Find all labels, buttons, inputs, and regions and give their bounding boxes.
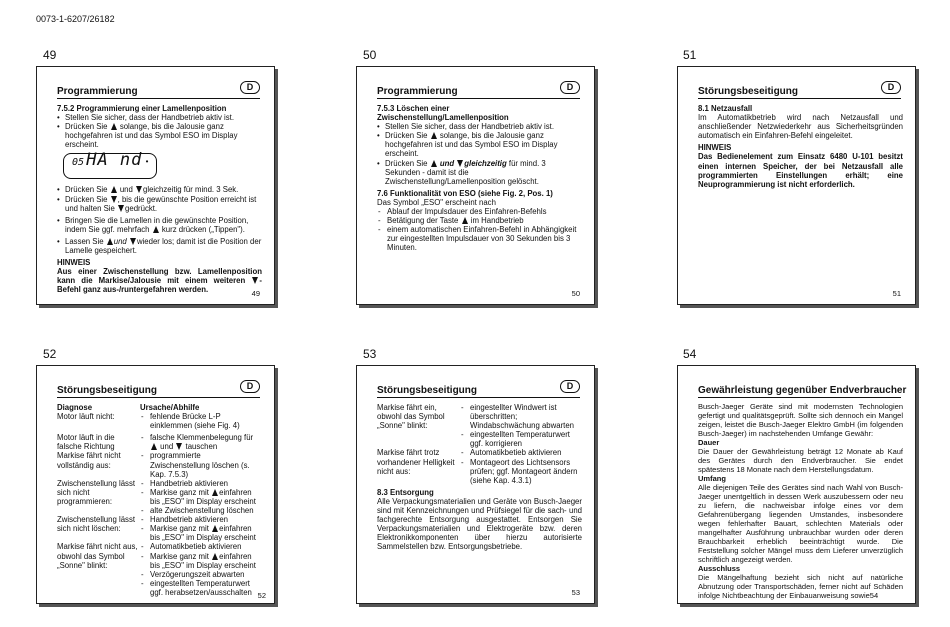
- arrow-up-icon: [462, 217, 468, 224]
- page-number-54: 54: [683, 347, 697, 361]
- arrow-up-icon: [431, 132, 437, 139]
- note-heading: HINWEIS: [57, 258, 91, 268]
- page-title: Störungsbeseitigung: [377, 385, 477, 396]
- language-badge: D: [560, 81, 580, 94]
- table-row: [57, 433, 262, 451]
- list-item: - einem automatischen Einfahren-Befehl in Abhängigkeit zur eingestellten Impulsdauer von 30 Sekunden bis 3 Minuten.: [377, 225, 582, 252]
- list-item: • Stellen Sie sicher, dass der Handbetrieb aktiv ist.: [57, 113, 262, 122]
- list-item: - Markise ganz mit einfahren bis „ESO" im Display erscheint: [140, 524, 262, 542]
- arrow-down-icon: [176, 443, 182, 450]
- page-body: [377, 403, 582, 552]
- page-number-49: 49: [43, 48, 57, 62]
- arrow-up-icon: [153, 226, 159, 233]
- page-footer-number: 49: [251, 289, 260, 298]
- diagnosis-cell: Zwischenstellung lässt sich nicht programmieren:: [57, 478, 136, 506]
- list-item: • Drücken Sie solange, bis die Jalousie ganz hochgefahren ist und das Symbol ESO im Display erscheint.: [377, 131, 582, 158]
- diagnosis-cell: Zwischenstellung lässt sich nicht löschen:: [57, 515, 136, 534]
- page-number-51: 51: [683, 48, 697, 62]
- paragraph: Alle diejenigen Teile des Gerätes sind nach Wahl von Busch-Jaeger unentgeltlich in dessen Werk auszubessern oder neu zu liefern, die nachweisbar infolge eines vor dem Gefahrenübergang liegenden Umstandes, insbesondere wegen fehlerhafter Bauart, schlechten Materials oder mangelhafter Ausführung unbrauchbar wurden oder deren Brauchbarkeit erheblich beeinträchtigt wurde. Die Feststellung solcher Mängel muss dem Lieferer unverzüglich schriftlich angezeigt werden.: [698, 483, 903, 564]
- list-item: - Automatikbetieb aktivieren: [140, 542, 262, 551]
- page-footer-number: 50: [571, 289, 580, 298]
- document-id: 0073-1-6207/26182: [36, 14, 115, 24]
- table-row: [57, 479, 262, 515]
- page-number-50: 50: [363, 48, 377, 62]
- list-item: - eingestellten Temperaturwert ggf. korrigieren: [460, 430, 582, 448]
- arrow-up-icon: [431, 160, 437, 167]
- list-item: - fehlende Brücke L-P einklemmen (siehe Fig. 4): [140, 412, 262, 430]
- subheading: Ausschluss: [698, 564, 741, 573]
- list-item: - Montageort des Lichtsensors prüfen; ggf. Montageort ändern (siehe Kap. 4.3.1): [460, 458, 582, 485]
- list-item: - programmierte Zwischenstellung löschen (s. Kap. 7.5.3): [140, 451, 262, 478]
- page-body: [57, 104, 262, 295]
- arrow-down-icon: [118, 205, 124, 212]
- page-footer-number: 53: [571, 588, 580, 597]
- table-row: [57, 515, 262, 542]
- page-number-53: 53: [363, 347, 377, 361]
- table-row: [377, 403, 582, 448]
- page-header: [698, 84, 901, 99]
- list-item: - falsche Klemmenbelegung für und tauschen: [140, 433, 262, 451]
- arrow-up-icon: [151, 443, 157, 450]
- list-item: - Markise ganz mit einfahren bis „ESO" im Display erscheint: [140, 488, 262, 506]
- arrow-up-icon: [111, 123, 117, 130]
- list-item: • Drücken Sie und gleichzeitig für mind. 3 Sek.: [57, 185, 262, 194]
- table-row: [57, 451, 262, 478]
- arrow-up-icon: [212, 553, 218, 560]
- paragraph: Busch-Jaeger Geräte sind mit modernsten Technologien gefertigt und qualitätsgeprüft. Sollte sich dennoch ein Mangel zeigen, leistet die Busch-Jaeger Elektro GmbH (im folgenden Busch-Jaeger) im nachstehenden Umfange Gewähr:: [698, 402, 903, 438]
- arrow-down-icon: [252, 277, 258, 284]
- list-item: - Automatikbetieb aktivieren: [460, 448, 582, 457]
- display-eso-symbol: 05: [72, 157, 85, 169]
- page-body: [698, 104, 903, 189]
- page-footer-number: 51: [892, 289, 901, 298]
- note-heading: HINWEIS: [698, 143, 732, 153]
- page-title: Programmierung: [377, 86, 458, 97]
- list-item: - Betätigung der Taste im Handbetrieb: [377, 216, 582, 225]
- list-item: - Handbetrieb aktivieren: [140, 515, 262, 524]
- arrow-up-icon: [212, 489, 218, 496]
- page-header: [57, 383, 260, 398]
- page-panel-50: [356, 66, 595, 305]
- column-header-abhilfe: Ursache/Abhilfe: [140, 403, 200, 412]
- paragraph: Im Automatikbetrieb wird nach Netzausfall und anschließender Netzwiederkehr aus Sicherheitsgründen automatisch ein Einfahren-Befehl eingeleitet.: [698, 113, 903, 141]
- column-header-diagnose: Diagnose: [57, 403, 93, 412]
- page-body: [698, 402, 903, 600]
- table-row: [57, 412, 262, 430]
- page-header: [377, 383, 580, 398]
- page-footer-number: 54: [869, 591, 879, 600]
- page-header: [57, 84, 260, 99]
- list-item: - Ablauf der Impulsdauer des Einfahren-Befehls: [377, 207, 582, 216]
- list-item: - eingestellten Temperaturwert ggf. herabsetzen/ausschalten: [140, 579, 262, 597]
- page-panel-52: [36, 365, 275, 604]
- list-item: • Drücken Sie und gleichzeitig für mind. 3 Sekunden - damit ist die Zwischenstellung/Lamellenposition gelöscht.: [377, 159, 582, 186]
- paragraph: Alle Verpackungsmaterialien und Geräte von Busch-Jaeger sind mit Kennzeichnungen und Prüfsiegel für die sach- und fachgerechte Entsorgung ausgestattet. Entsorgen Sie Verpackungsmaterialien und Elektrogeräte bzw. deren Elektronikkomponenten über hierzu autorisierte Sammelstellen bzw. Entsorgungsbetriebe.: [377, 496, 582, 552]
- section-heading: 7.6 Funktionalität von ESO (siehe Fig. 2, Pos. 1): [377, 188, 553, 198]
- paragraph: Das Symbol „ESO" erscheint nach: [377, 197, 496, 207]
- table-header: [57, 403, 262, 412]
- arrow-down-icon: [136, 186, 142, 193]
- page-title: Störungsbeseitigung: [57, 385, 157, 396]
- table-row: [377, 448, 582, 484]
- page-title: Störungsbeseitigung: [698, 86, 798, 97]
- list-item: • Lassen Sie und wieder los; damit ist die Position der Lamelle gespeichert.: [57, 237, 262, 255]
- page-title: Programmierung: [57, 86, 138, 97]
- diagnosis-cell: Motor läuft in die falsche Richtung: [57, 433, 115, 452]
- display-illustration: [63, 150, 157, 179]
- diagnosis-cell: Markise fährt trotz vorhandener Helligkeit nicht aus:: [377, 448, 455, 476]
- list-item: - Verzögerungszeit abwarten: [140, 570, 262, 579]
- arrow-down-icon: [457, 160, 463, 167]
- list-item: - Markise ganz mit einfahren bis „ESO" im Display erscheint: [140, 552, 262, 570]
- list-item: • Drücken Sie solange, bis die Jalousie ganz hochgefahren ist und das Symbol ESO im Display erscheint.: [57, 122, 262, 149]
- arrow-up-icon: [107, 238, 113, 245]
- page-number-52: 52: [43, 347, 57, 361]
- subheading: Umfang: [698, 474, 726, 483]
- page-header: [377, 84, 580, 99]
- paragraph: Die Mängelhaftung bezieht sich nicht auf natürliche Abnutzung oder Transportschäden, ferner nicht auf Schäden infolge Nichtbeachtung der Einbauanweisung sowie54: [698, 573, 903, 600]
- arrow-up-icon: [111, 186, 117, 193]
- page-panel-54: [677, 365, 916, 604]
- list-item: - alte Zwischenstellung löschen: [140, 506, 262, 515]
- section-heading: 7.5.3 Löschen einer Zwischenstellung/Lamellenposition: [377, 104, 509, 123]
- note-text: Das Bedienelement zum Einsatz 6480 U-101 besitzt einen internen Speicher, der bei Netzausfall alle programmierten Einstellungen erhält; eine Neuprogrammierung ist nicht erforderlich.: [698, 152, 903, 189]
- diagnosis-cell: Markise fährt ein, obwohl das Symbol „Sonne" blinkt:: [377, 403, 445, 431]
- page-panel-51: [677, 66, 916, 305]
- section-heading: 8.1 Netzausfall: [698, 104, 753, 113]
- arrow-up-icon: [212, 525, 218, 532]
- diagnosis-cell: Markise fährt nicht vollständig aus:: [57, 451, 121, 470]
- page-header: [698, 383, 907, 398]
- note-text: Aus einer Zwischenstellung bzw. Lamellenposition kann die Markise/Jalousie mit einem weiteren - Befehl ganz aus-/runtergefahren werden.: [57, 267, 262, 295]
- paragraph: Die Dauer der Gewährleistung beträgt 12 Monate ab Kauf des Gerätes durch den Endverbraucher. Sie endet spätestens 18 Monate nach dem Herstellungsdatum.: [698, 447, 903, 474]
- language-badge: D: [240, 380, 260, 393]
- list-item: • Bringen Sie die Lamellen in die gewünschte Position, indem Sie ggf. mehrfach kurz drücken („Tippen").: [57, 216, 262, 234]
- arrow-down-icon: [111, 196, 117, 203]
- list-item: - eingestellter Windwert ist überschritten; Windabschwächung abwarten: [460, 403, 582, 430]
- page-panel-53: [356, 365, 595, 604]
- page-panel-49: [36, 66, 275, 305]
- diagnosis-cell: Markise fährt nicht aus, obwohl das Symbol „Sonne" blinkt:: [57, 542, 138, 570]
- language-badge: D: [240, 81, 260, 94]
- table-row: [57, 542, 262, 597]
- language-badge: D: [560, 380, 580, 393]
- page-body: [57, 403, 262, 597]
- display-text: HA nd: [86, 150, 143, 171]
- list-item: • Stellen Sie sicher, dass der Handbetrieb aktiv ist.: [377, 122, 582, 131]
- display-dot-icon: •: [145, 157, 149, 167]
- subheading: Dauer: [698, 438, 720, 447]
- section-heading: 7.5.2 Programmierung einer Lamellenposition: [57, 104, 227, 113]
- language-badge: D: [881, 81, 901, 94]
- list-item: - Handbetrieb aktivieren: [140, 479, 262, 488]
- section-heading: 8.3 Entsorgung: [377, 487, 434, 497]
- page-body: [377, 104, 582, 253]
- diagnosis-cell: Motor läuft nicht:: [57, 412, 115, 422]
- list-item: • Drücken Sie , bis die gewünschte Position erreicht ist und halten Sie gedrückt.: [57, 195, 262, 213]
- page-title: Gewährleistung gegenüber Endverbraucher: [698, 385, 907, 396]
- page-footer-number: 52: [257, 591, 266, 600]
- arrow-down-icon: [130, 238, 136, 245]
